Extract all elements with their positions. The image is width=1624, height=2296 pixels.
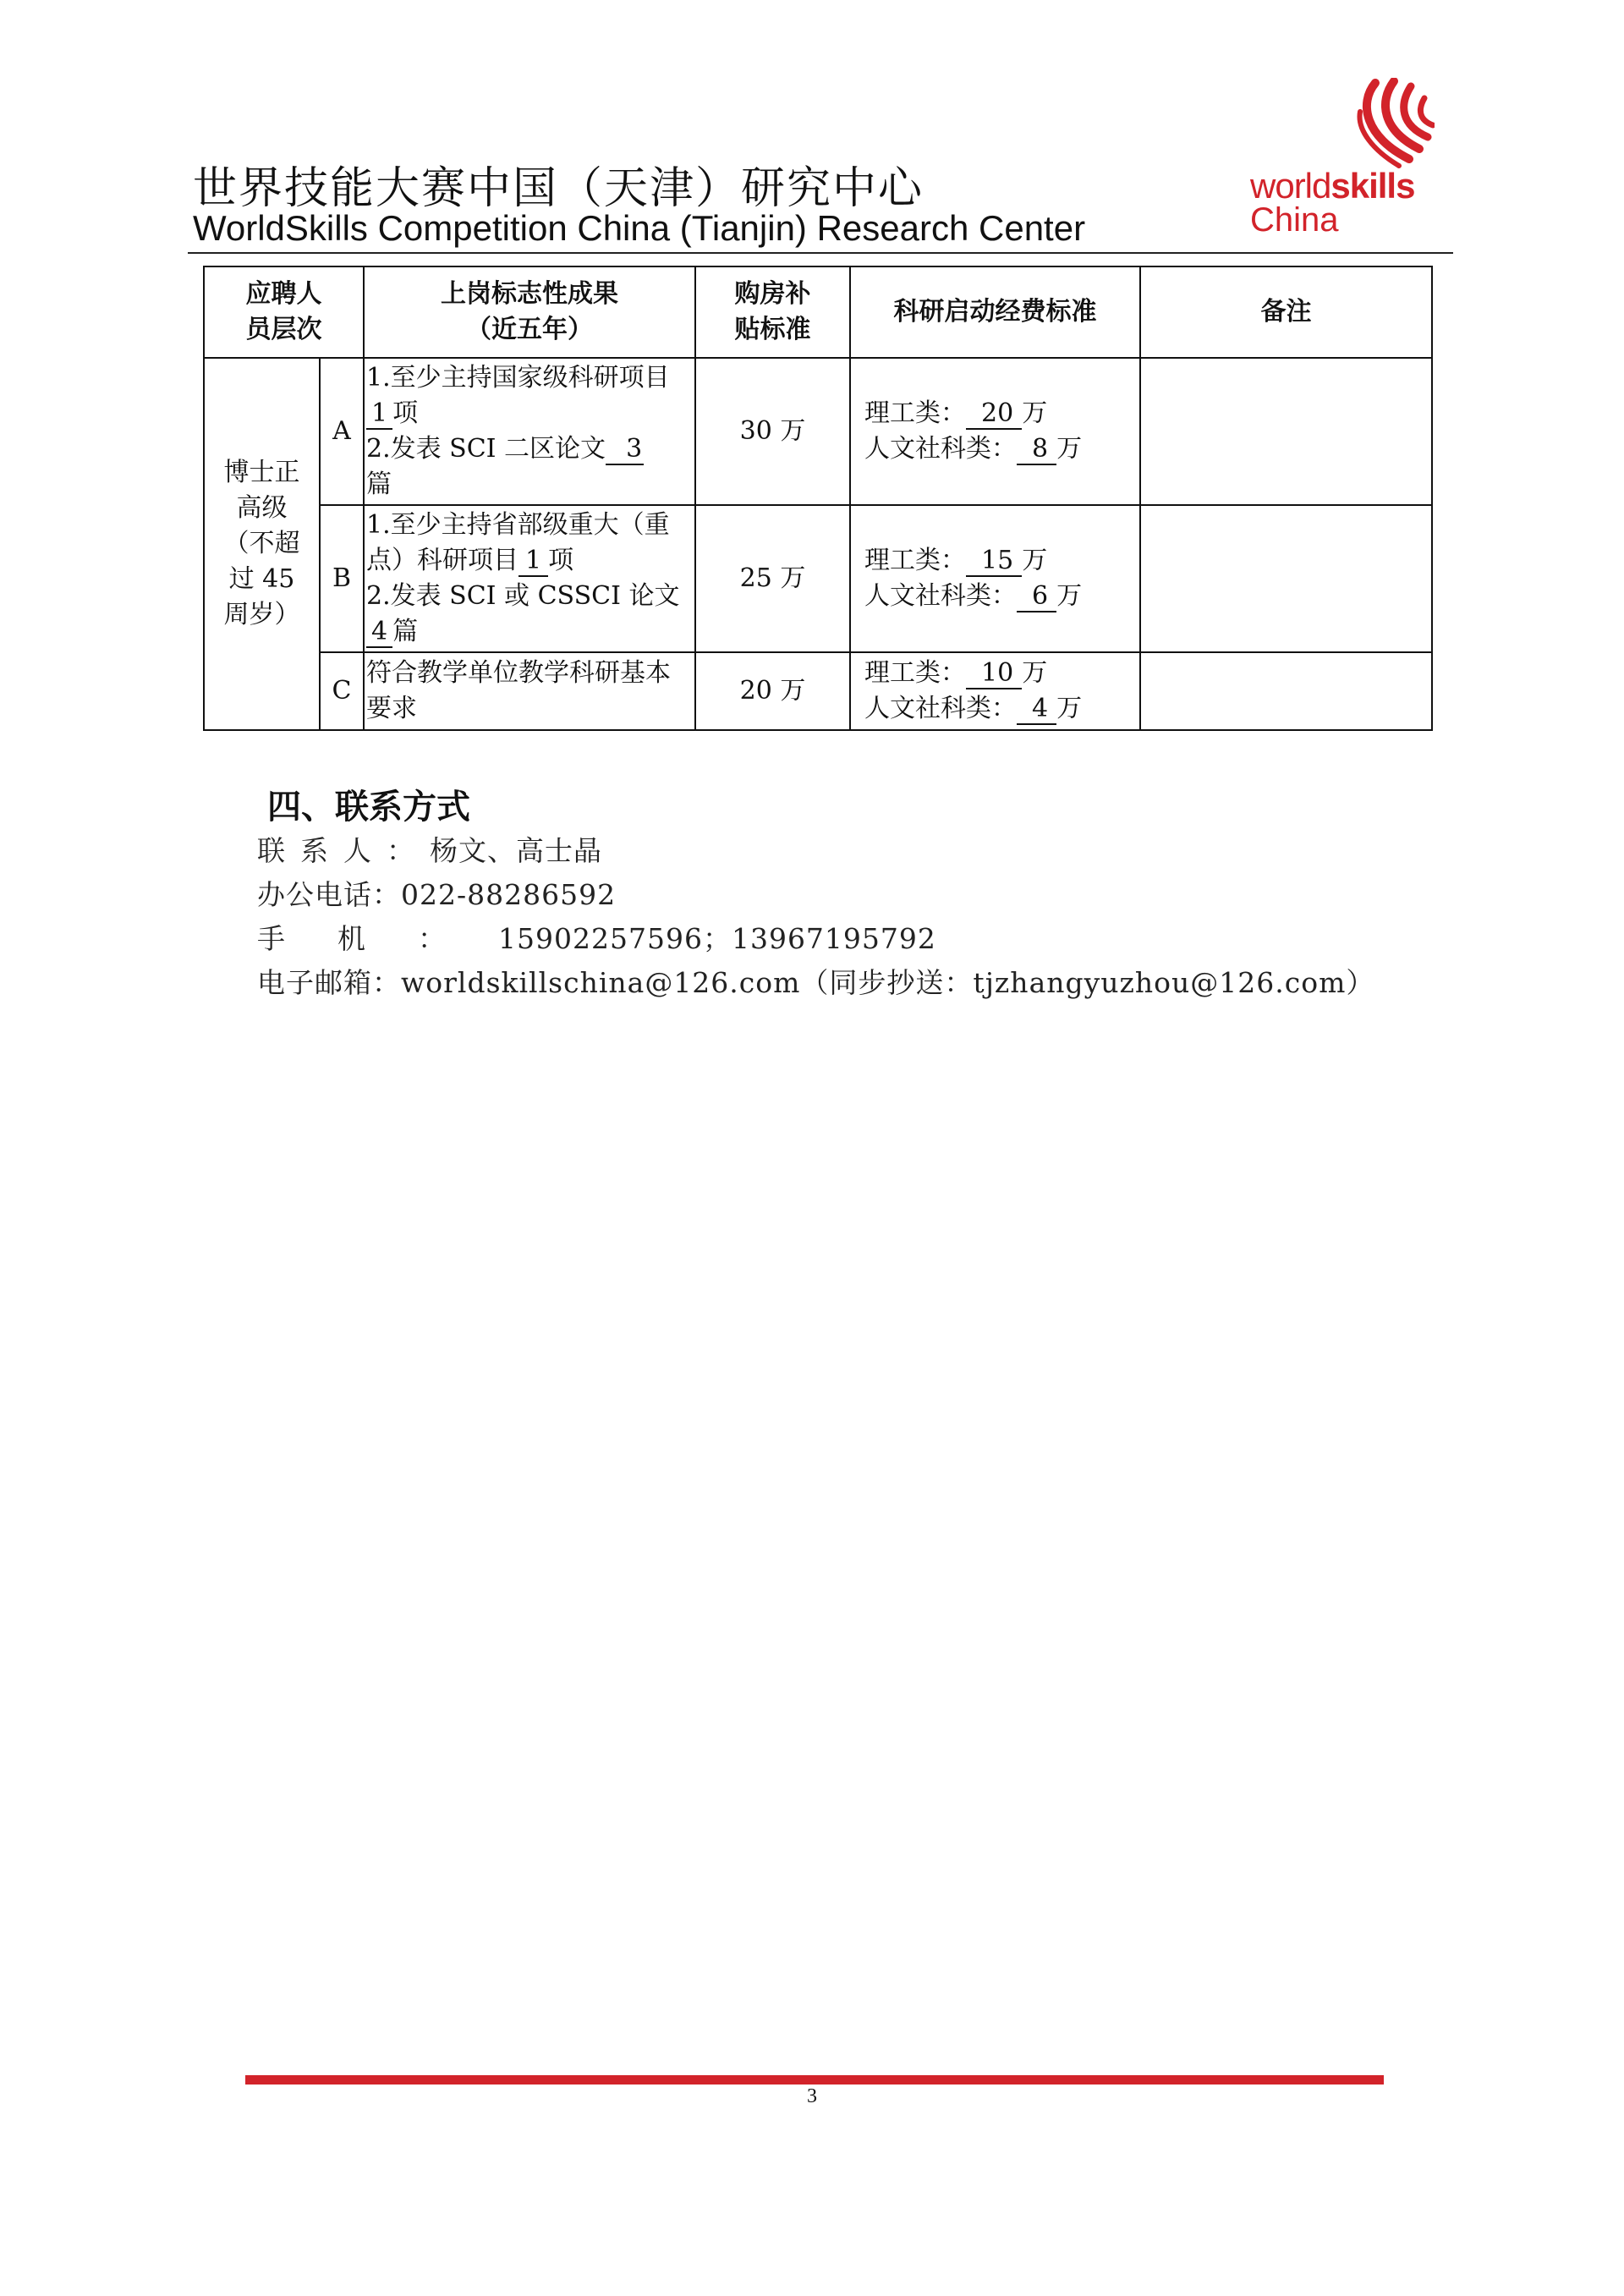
page-number: 3 — [807, 2085, 817, 2107]
recruitment-standards-table — [203, 266, 1433, 731]
housing-subsidy-cell: 20 万 — [695, 652, 850, 730]
achievement-cell: 1.至少主持省部级重大（重点）科研项目 1 项 2.发表 SCI 或 CSSCI 论文4 篇 — [364, 505, 695, 652]
housing-subsidy-cell: 30 万 — [695, 358, 850, 505]
contact-person-value: 杨文、高士晶 — [430, 834, 602, 867]
mobile-value[interactable]: 15902257596；13967195792 — [498, 922, 936, 955]
sub-level-label: B — [320, 505, 364, 652]
email-value[interactable]: worldskillschina@126.com（同步抄送：tjzhangyuzhou@126.com） — [401, 966, 1375, 999]
worldskills-flame-icon — [1350, 78, 1435, 169]
header-title-cn: 世界技能大赛中国（天津）研究中心 — [193, 163, 924, 214]
table-header-row — [204, 266, 1432, 358]
office-phone-label: 办公电话： — [257, 878, 401, 911]
funding-cell: 理工类： 15 万 人文社科类： 6 万 — [850, 505, 1140, 652]
footer-divider — [245, 2075, 1384, 2085]
office-phone-value[interactable]: 022-88286592 — [401, 878, 617, 911]
header-housing: 购房补贴标准 — [695, 266, 850, 358]
logo-wordmark: worldskills — [1250, 166, 1415, 206]
logo-country: China — [1250, 201, 1339, 239]
email-label: 电子邮箱： — [257, 966, 401, 999]
contact-person-label: 联系人： — [257, 834, 430, 867]
mobile-label: 手机： — [257, 922, 498, 955]
contact-person-row — [257, 829, 1374, 873]
level-group-cell: 博士正高级（不超过 45 周岁） — [204, 358, 320, 730]
table-row — [204, 652, 1432, 730]
achievement-cell: 1.至少主持国家级科研项目1 项 2.发表 SCI 二区论文 3 篇 — [364, 358, 695, 505]
section-title-contact: 四、联系方式 — [267, 788, 470, 827]
header-divider — [188, 252, 1453, 254]
remark-cell — [1140, 358, 1432, 505]
funding-cell: 理工类： 20 万 人文社科类： 8 万 — [850, 358, 1140, 505]
remark-cell — [1140, 652, 1432, 730]
funding-cell: 理工类： 10 万 人文社科类： 4 万 — [850, 652, 1140, 730]
contact-block — [257, 829, 1374, 1005]
housing-subsidy-cell: 25 万 — [695, 505, 850, 652]
header-achievements: 上岗标志性成果（近五年） — [364, 266, 695, 358]
header-level: 应聘人员层次 — [204, 266, 364, 358]
achievement-cell: 符合教学单位教学科研基本要求 — [364, 652, 695, 730]
office-phone-row — [257, 873, 1374, 917]
sub-level-label: C — [320, 652, 364, 730]
mobile-row — [257, 917, 1374, 961]
header-title-en: WorldSkills Competition China (Tianjin) Research Center — [193, 208, 1086, 248]
table-row — [204, 358, 1432, 505]
table-row — [204, 505, 1432, 652]
sub-level-label: A — [320, 358, 364, 505]
email-row — [257, 961, 1374, 1005]
worldskills-china-logo — [1250, 78, 1436, 247]
header-remarks: 备注 — [1140, 266, 1432, 358]
header-funding: 科研启动经费标准 — [850, 266, 1140, 358]
remark-cell — [1140, 505, 1432, 652]
